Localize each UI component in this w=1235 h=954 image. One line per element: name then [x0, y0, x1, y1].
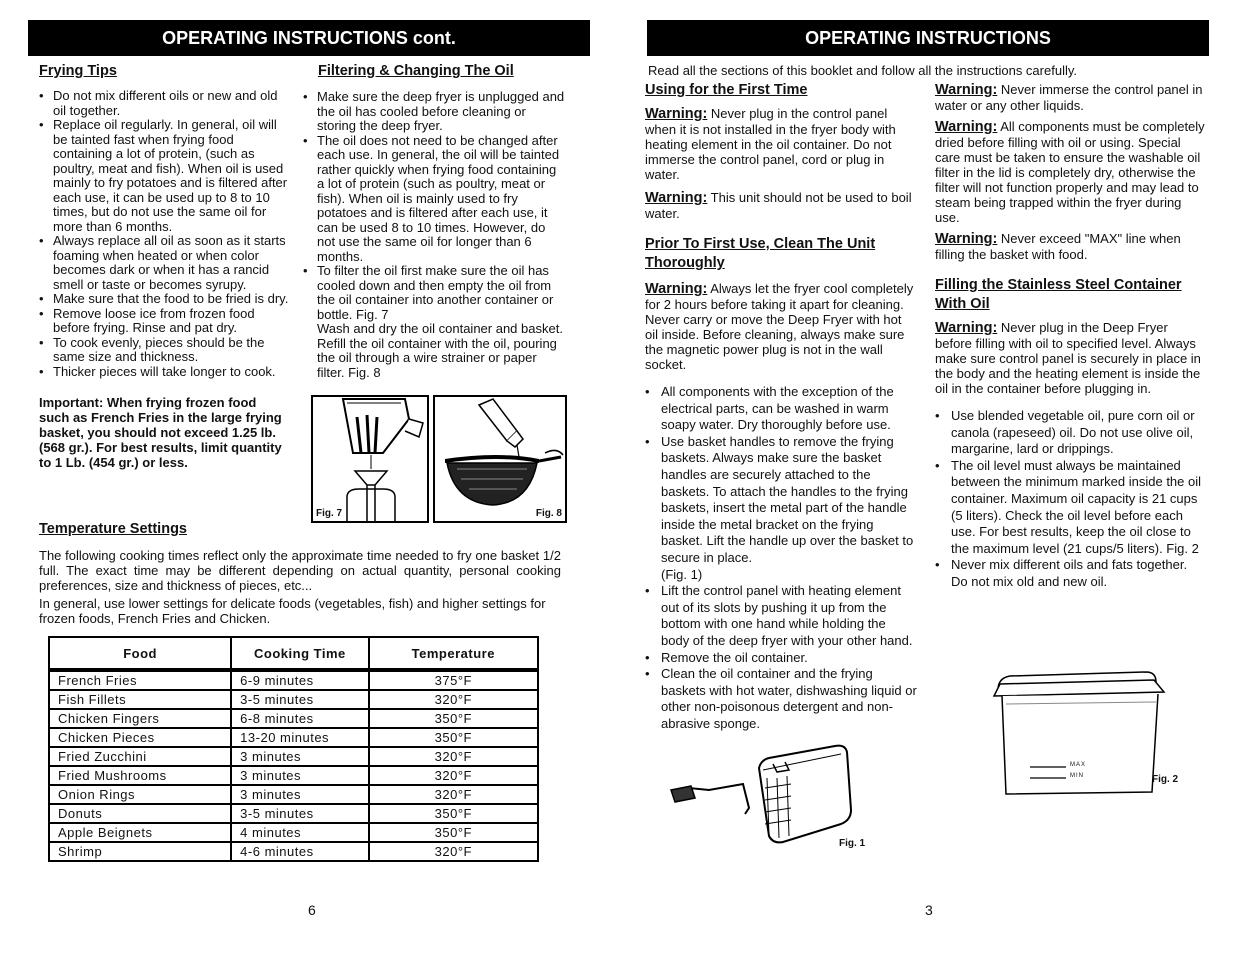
filtering-section [303, 62, 565, 380]
food-cell: French Fries [49, 670, 231, 690]
warning-label: Warning: [935, 82, 998, 98]
filtering-list [303, 90, 565, 380]
list-item: • Make sure the deep fryer is unplugged and the oil has cooled before cleaning or storing the deep fryer. [303, 90, 565, 134]
warning-text: Never exceed "MAX" line when filling the basket with food. [935, 231, 1181, 262]
column-header-temperature: Temperature [369, 637, 538, 670]
cleaning-list [645, 384, 917, 732]
max-label: MAX [1070, 762, 1087, 768]
column-header-food: Food [49, 637, 231, 670]
list-item: • Do not mix different oils or new and old oil together. [39, 89, 289, 118]
warning-block [935, 320, 1207, 396]
list-item: • Replace oil regularly. In general, oil will be tainted fast when frying food containing a lot of protein, (such as poultry, meat and fish). When oil is used mainly to fry potatoes and is filtered after each use, it can be used up to 8 to 10 times, but do not use the same oil for more than 6 months. [39, 118, 289, 234]
food-cell: Fried Zucchini [49, 747, 231, 766]
list-item: • Use basket handles to remove the frying baskets. Always make sure the basket handles are securely attached to the baskets. To attach the handles to the frying baskets, insert the metal part of the handle inside the metal bracket on the frying basket. Lift the handle up over the basket to secure in place. (Fig. 1) [645, 434, 917, 583]
list-item: • Always replace all oil as soon as it starts foaming when heated or when color becomes dark or when it has a rancid smell or taste or becomes syrupy. [39, 234, 289, 292]
table-row [49, 823, 538, 842]
pour-through-strainer-illustration [435, 397, 565, 521]
warning-text: Never plug in the control panel when it is not installed in the fryer body with heating element in the oil container. Do not immerse the control panel, cord or plug in water. [645, 106, 896, 182]
warning-block [645, 190, 917, 221]
fig2-label: Fig. 2 [1152, 774, 1179, 785]
list-item: • Thicker pieces will take longer to cook. [39, 365, 289, 380]
left-page-header: OPERATING INSTRUCTIONS cont. [28, 20, 590, 56]
food-cell: Onion Rings [49, 785, 231, 804]
first-time-heading: Using for the First Time [645, 82, 808, 98]
temp-cell: 350°F [369, 823, 538, 842]
table-row [49, 747, 538, 766]
table-row [49, 690, 538, 709]
warning-label: Warning: [935, 231, 998, 247]
food-cell: Fried Mushrooms [49, 766, 231, 785]
list-item: • The oil level must always be maintained between the minimum marked inside the oil container. Maximum oil capacity is 21 cups (5 liters). Check the oil level before each use. For best results, keep the oil close to the maximum level (21 cups/5 liters). Fig. 2 [935, 458, 1207, 558]
list-item: • Remove loose ice from frozen food before frying. Rinse and pat dry. [39, 307, 289, 336]
food-cell: Chicken Fingers [49, 709, 231, 728]
left-page-number: 6 [308, 902, 316, 918]
table-row [49, 842, 538, 861]
temp-cell: 350°F [369, 804, 538, 823]
warning-text: All components must be completely dried before filling with oil or using. Special care must be taken to ensure the washable oil filter in the lid is completely dry, otherwise the filter will not function properly and may lead to steam being trapped within the fryer during use. [935, 119, 1205, 225]
fig1-label: Fig. 1 [839, 838, 866, 849]
list-item: • Make sure that the food to be fried is dry. [39, 292, 289, 307]
oil-list [935, 408, 1207, 591]
warning-block [645, 281, 917, 372]
frying-tips-section [39, 62, 289, 470]
table-row [49, 709, 538, 728]
time-cell: 3-5 minutes [231, 804, 368, 823]
warning-text: Always let the fryer cool completely for 2 hours before taking it apart for cleaning. Never carry or move the Deep Fryer with hot oil inside. Before cleaning, always make sure the magnetic power plug is not in the wall socket. [645, 281, 914, 372]
intro-text: Read all the sections of this booklet and follow all the instructions carefully. [648, 63, 1077, 78]
table-row [49, 766, 538, 785]
right-page-header: OPERATING INSTRUCTIONS [647, 20, 1209, 56]
temp-cell: 320°F [369, 785, 538, 804]
min-label: MIN [1070, 773, 1084, 779]
warning-label: Warning: [645, 190, 708, 206]
list-item: • All components with the exception of the electrical parts, can be washed in warm soapy water. Dry thoroughly before use. [645, 384, 917, 434]
food-cell: Apple Beignets [49, 823, 231, 842]
time-cell: 3-5 minutes [231, 690, 368, 709]
warning-label: Warning: [935, 119, 998, 135]
time-cell: 3 minutes [231, 785, 368, 804]
food-cell: Shrimp [49, 842, 231, 861]
temp-cell: 320°F [369, 690, 538, 709]
figure-7 [311, 395, 429, 523]
warning-block [935, 82, 1207, 113]
temp-cell: 320°F [369, 766, 538, 785]
warnings-column [935, 82, 1207, 591]
time-cell: 6-8 minutes [231, 709, 368, 728]
filtering-heading: Filtering & Changing The Oil [318, 63, 514, 79]
food-cell: Donuts [49, 804, 231, 823]
temperature-intro: The following cooking times reflect only the approximate time needed to fry one basket 1/2 full. The exact time may be different depending on actual quantity, personal cooking preferences, size and thickness of pieces, etc... [39, 548, 561, 593]
fig8-label: Fig. 8 [535, 508, 562, 519]
frying-tips-list [39, 89, 289, 379]
filling-heading: Filling the Stainless Steel Container With Oil [935, 277, 1182, 312]
time-cell: 6-9 minutes [231, 670, 368, 690]
list-item: • Clean the oil container and the frying baskets with hot water, dishwashing liquid or other non-poisonous detergent and non-abrasive sponge. [645, 666, 917, 732]
warning-block [645, 106, 917, 182]
list-item: • Remove the oil container. [645, 650, 917, 667]
first-time-section [645, 81, 917, 732]
list-item: • To filter the oil first make sure the oil has cooled down and then empty the oil from the oil container into another container or bottle. Fig. 7 Wash and dry the oil container and basket. Refill the oil container with the oil, pouring the oil through a wire strainer or paper filter. Fig. 8 [303, 264, 565, 380]
list-item: • The oil does not need to be changed after each use. In general, the oil will be tainted rather quickly when frying food containing a lot of protein (such as poultry, meat or fish). When oil is mainly used to fry potatoes and is filtered after each use, it can be used 8 to 10 times. However, do not use the same oil for longer than 6 months. [303, 134, 565, 265]
time-cell: 4-6 minutes [231, 842, 368, 861]
table-row [49, 670, 538, 690]
temp-cell: 350°F [369, 728, 538, 747]
temp-cell: 350°F [369, 709, 538, 728]
list-item: • To cook evenly, pieces should be the same size and thickness. [39, 336, 289, 365]
time-cell: 4 minutes [231, 823, 368, 842]
warning-text: Never plug in the Deep Fryer before filling with oil to specified level. Always make sure control panel is securely in place in the body and the heating element is inside the oil in the container before plugging in. [935, 320, 1201, 396]
table-row [49, 728, 538, 747]
time-cell: 13-20 minutes [231, 728, 368, 747]
figure-1 [665, 738, 875, 856]
table-row [49, 785, 538, 804]
list-item: • Use blended vegetable oil, pure corn oil or canola (rapeseed) oil. Do not use olive oil, margarine, lard or drippings. [935, 408, 1207, 458]
temp-cell: 375°F [369, 670, 538, 690]
warning-label: Warning: [645, 281, 708, 297]
table-row [49, 804, 538, 823]
warning-block [935, 119, 1207, 225]
temp-cell: 320°F [369, 842, 538, 861]
right-page-number: 3 [925, 902, 933, 918]
warning-block [935, 231, 1207, 262]
temperature-heading: Temperature Settings [39, 521, 187, 537]
prior-first-use-heading: Prior To First Use, Clean The Unit Thoroughly [645, 236, 876, 271]
warning-text: Never immerse the control panel in water or any other liquids. [935, 82, 1203, 113]
warning-label: Warning: [645, 106, 708, 122]
fig7-label: Fig. 7 [316, 508, 343, 519]
list-item: • Never mix different oils and fats together. Do not mix old and new oil. [935, 557, 1207, 590]
figure-2 [988, 668, 1188, 800]
figure-8 [433, 395, 567, 523]
time-cell: 3 minutes [231, 747, 368, 766]
column-header-cooking-time: Cooking Time [231, 637, 368, 670]
warning-label: Warning: [935, 320, 998, 336]
pour-oil-into-bottle-illustration [313, 397, 427, 521]
list-item: • Lift the control panel with heating element out of its slots by pushing it up from the bottom with one hand while holding the body of the deep fryer with your other hand. [645, 583, 917, 649]
time-cell: 3 minutes [231, 766, 368, 785]
food-cell: Chicken Pieces [49, 728, 231, 747]
frying-tips-heading: Frying Tips [39, 63, 117, 79]
cooking-times-table [48, 636, 539, 862]
temp-cell: 320°F [369, 747, 538, 766]
important-note: Important: When frying frozen food such as French Fries in the large frying basket, you should not exceed 1.25 lb. (568 gr.). For best results, limit quantity to 1 Lb. (454 gr.) or less. [39, 395, 282, 470]
food-cell: Fish Fillets [49, 690, 231, 709]
temperature-guidance: In general, use lower settings for delicate foods (vegetables, fish) and higher settings for frozen foods, French Fries and Chicken. [39, 596, 546, 626]
warning-text: This unit should not be used to boil water. [645, 190, 912, 221]
